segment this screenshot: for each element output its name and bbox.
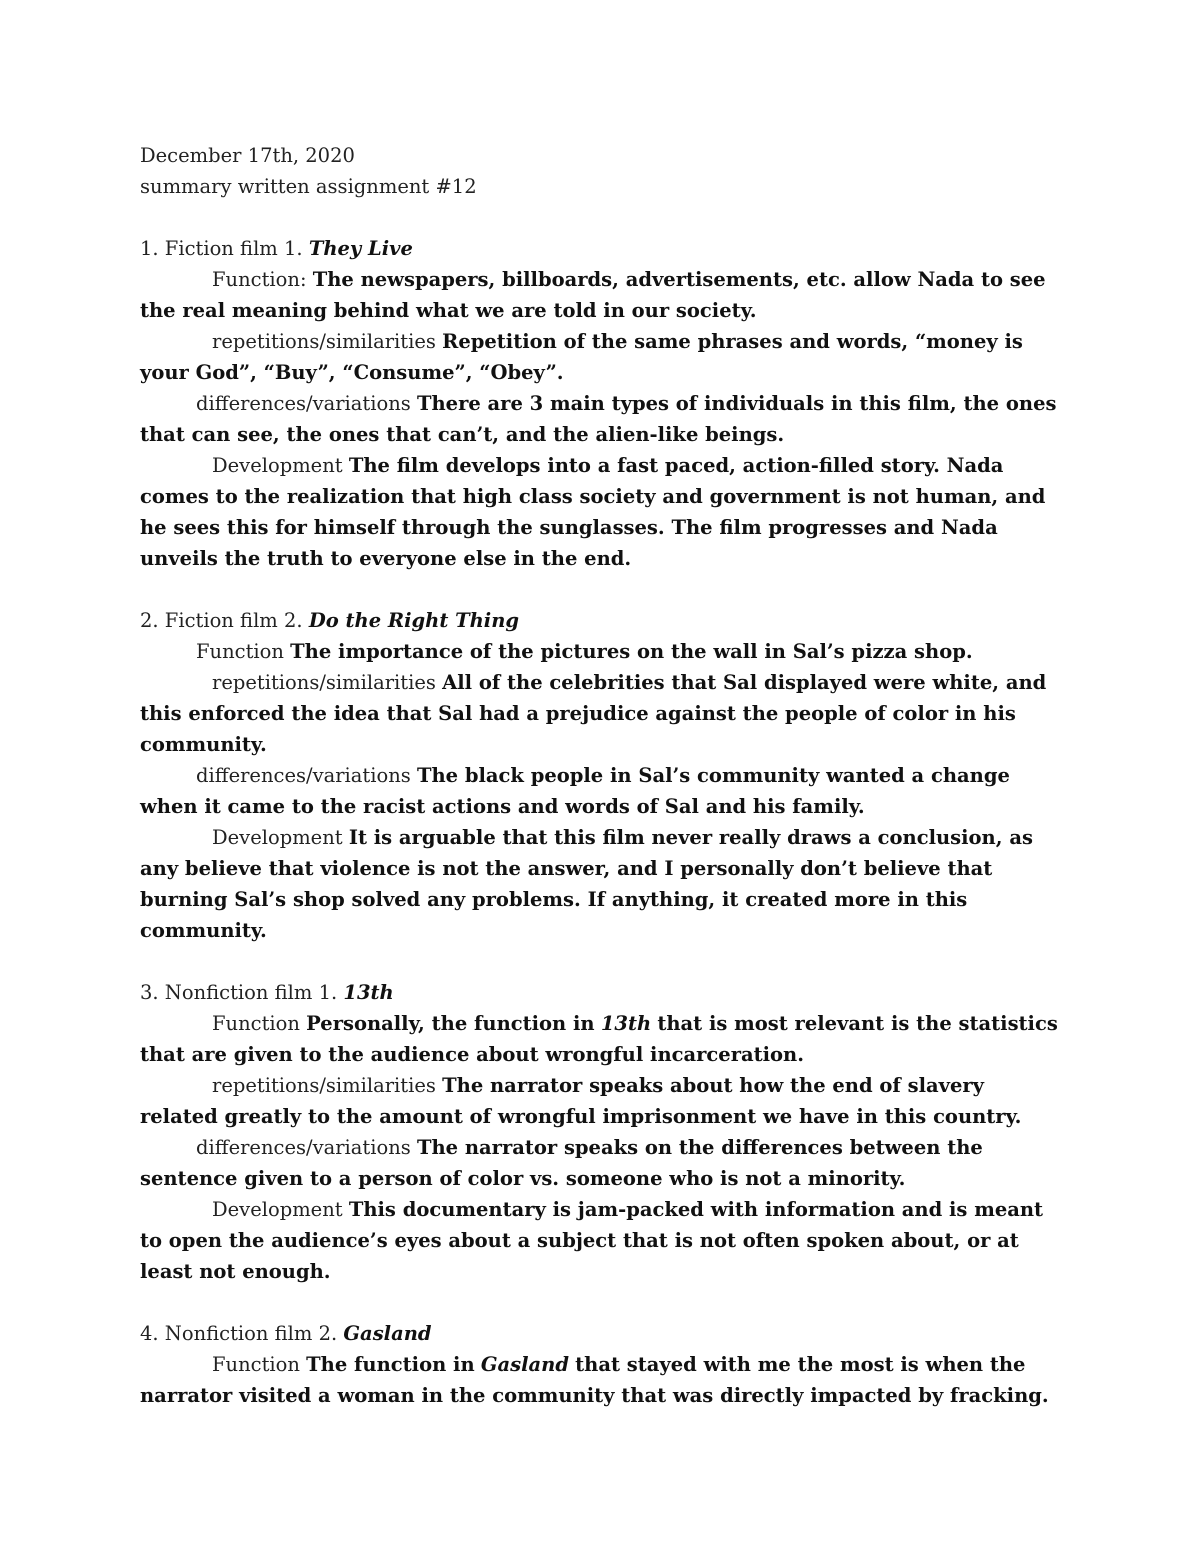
development-text: It is arguable that this film never really draws a conclusion, as any believe that violence is not the answer, and I personally don’t believe that burning Sal’s shop solved any problems. If anything, it created more in this community. [140,826,1033,942]
function-text-after: that stayed with me the most is when the narrator visited a woman in the community that was directly impacted by fracking. [140,1353,1049,1407]
differences-paragraph [140,1132,1062,1194]
repetitions-label: repetitions/similarities [212,1074,436,1097]
function-label: Function [212,1353,300,1376]
development-text: This documentary is jam-packed with information and is meant to open the audience’s eyes about a subject that is not often spoken about, or at least not enough. [140,1198,1044,1283]
section-heading-1 [140,233,1062,264]
development-label: Development [212,1198,343,1221]
section-heading-2 [140,605,1062,636]
section-heading-prefix: 3. Nonfiction film 1. [140,981,338,1004]
spacer [140,1287,1062,1318]
differences-label: differences/variations [196,392,411,415]
development-label: Development [212,454,343,477]
film-title: Do the Right Thing [308,609,520,632]
film-title: They Live [308,237,413,260]
spacer [140,574,1062,605]
repetitions-paragraph [140,667,1062,760]
section-heading-prefix: 1. Fiction film 1. [140,237,303,260]
document-date: December 17th, 2020 [140,144,355,167]
differences-paragraph [140,760,1062,822]
function-text: The importance of the pictures on the wall in Sal’s pizza shop. [290,640,973,663]
development-paragraph [140,450,1062,574]
repetitions-paragraph [140,326,1062,388]
repetitions-text: All of the celebrities that Sal displayed were white, and this enforced the idea that Sal had a prejudice against the people of color in his community. [140,671,1047,756]
function-label: Function: [212,268,307,291]
section-heading-prefix: 2. Fiction film 2. [140,609,303,632]
function-text-after: that is most relevant is the statistics that are given to the audience about wrongful incarceration. [140,1012,1058,1066]
function-paragraph [140,264,1062,326]
film-title-inline: Gasland [480,1353,569,1376]
section-heading-prefix: 4. Nonfiction film 2. [140,1322,338,1345]
function-paragraph [140,1349,1062,1411]
function-paragraph [140,636,1062,667]
repetitions-label: repetitions/similarities [212,330,436,353]
development-paragraph [140,1194,1062,1287]
section-heading-3 [140,977,1062,1008]
spacer [140,946,1062,977]
development-paragraph [140,822,1062,946]
function-text-before: The function in [306,1353,475,1376]
differences-text: The black people in Sal’s community wanted a change when it came to the racist actions and words of Sal and his family. [140,764,1010,818]
function-text-before: Personally, the function in [306,1012,595,1035]
film-title-inline: 13th [600,1012,652,1035]
function-paragraph [140,1008,1062,1070]
film-title: Gasland [343,1322,432,1345]
differences-text: The narrator speaks on the differences between the sentence given to a person of color vs. someone who is not a minority. [140,1136,983,1190]
repetitions-paragraph [140,1070,1062,1132]
document-body [140,140,1062,1411]
differences-paragraph [140,388,1062,450]
differences-label: differences/variations [196,1136,411,1159]
function-text: The newspapers, billboards, advertisements, etc. allow Nada to see the real meaning behind what we are told in our society. [140,268,1046,322]
repetitions-label: repetitions/similarities [212,671,436,694]
function-label: Function [196,640,284,663]
section-heading-4 [140,1318,1062,1349]
development-label: Development [212,826,343,849]
film-title: 13th [343,981,394,1004]
differences-label: differences/variations [196,764,411,787]
differences-text: There are 3 main types of individuals in this film, the ones that can see, the ones that can’t, and the alien-like beings. [140,392,1057,446]
function-label: Function [212,1012,300,1035]
assignment-title: summary written assignment #12 [140,175,477,198]
development-text: The film develops into a fast paced, action-filled story. Nada comes to the realization that high class society and government is not human, and he sees this for himself through the sunglasses. The film progresses and Nada unveils the truth to everyone else in the end. [140,454,1046,570]
repetitions-text: Repetition of the same phrases and words, “money is your God”, “Buy”, “Consume”, “Obey”. [140,330,1023,384]
spacer [140,202,1062,233]
repetitions-text: The narrator speaks about how the end of slavery related greatly to the amount of wrongful imprisonment we have in this country. [140,1074,1022,1128]
